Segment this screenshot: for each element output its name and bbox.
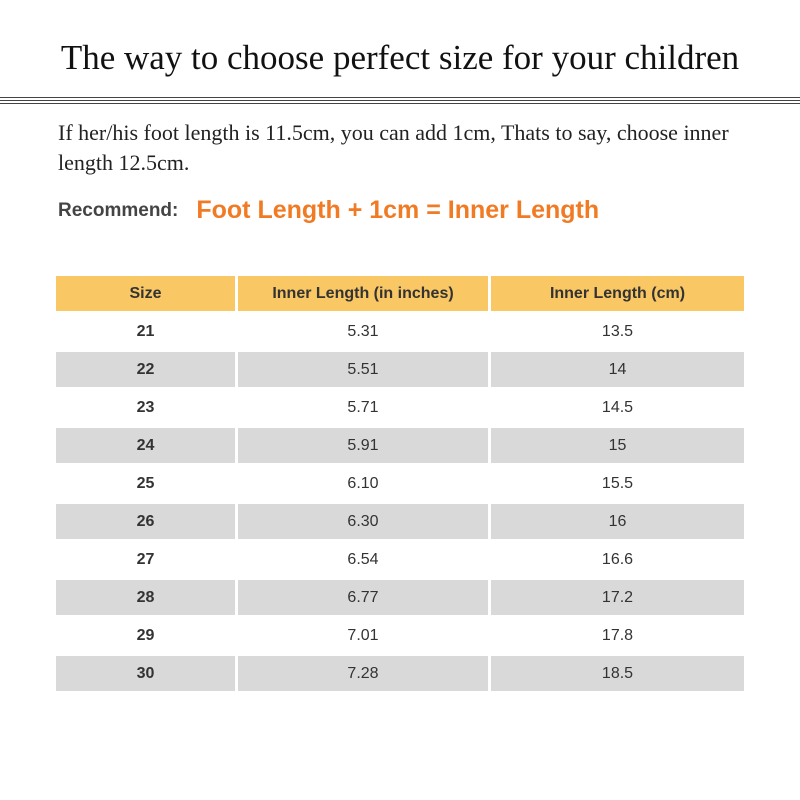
inches-cell: 5.31 bbox=[347, 323, 379, 340]
sizing-note: If her/his foot length is 11.5cm, you can add 1cm, Thats to say, choose inner length 12.5cm. bbox=[58, 120, 729, 175]
size-cell: 26 bbox=[56, 504, 235, 539]
cm-cell: 16 bbox=[491, 504, 744, 539]
inches-cell: 5.51 bbox=[238, 352, 488, 387]
table-row bbox=[56, 542, 744, 580]
recommend-label: Recommend: bbox=[58, 199, 179, 221]
header-inner-length-inches: Inner Length (in inches) bbox=[238, 276, 488, 311]
cm-cell: 15.5 bbox=[601, 475, 634, 492]
cm-cell: 14 bbox=[491, 352, 744, 387]
recommend-formula: Foot Length + 1cm = Inner Length bbox=[196, 196, 600, 224]
table-row bbox=[56, 466, 744, 504]
cm-cell: 17.8 bbox=[601, 627, 634, 644]
inches-cell: 6.77 bbox=[238, 580, 488, 615]
cm-cell: 16.6 bbox=[601, 551, 634, 568]
size-cell: 21 bbox=[136, 323, 155, 340]
inches-cell: 7.01 bbox=[347, 627, 379, 644]
table-row bbox=[56, 314, 744, 352]
page-title: The way to choose perfect size for your children bbox=[60, 38, 740, 77]
inches-cell: 5.91 bbox=[238, 428, 488, 463]
table-row bbox=[56, 504, 744, 542]
size-table bbox=[56, 276, 744, 694]
inches-cell: 7.28 bbox=[238, 656, 488, 691]
size-cell: 28 bbox=[56, 580, 235, 615]
table-row bbox=[56, 428, 744, 466]
size-cell: 29 bbox=[136, 627, 155, 644]
cm-cell: 13.5 bbox=[601, 323, 634, 340]
inches-cell: 6.10 bbox=[347, 475, 379, 492]
table-row bbox=[56, 656, 744, 694]
size-cell: 30 bbox=[56, 656, 235, 691]
cm-cell: 17.2 bbox=[491, 580, 744, 615]
inches-cell: 5.71 bbox=[347, 399, 379, 416]
size-cell: 27 bbox=[136, 551, 155, 568]
table-header-row bbox=[56, 276, 744, 314]
cm-cell: 18.5 bbox=[491, 656, 744, 691]
table-row bbox=[56, 580, 744, 618]
size-cell: 25 bbox=[136, 475, 155, 492]
header-size: Size bbox=[56, 276, 235, 311]
table-row bbox=[56, 352, 744, 390]
table-row bbox=[56, 618, 744, 656]
inches-cell: 6.54 bbox=[347, 551, 379, 568]
divider-line bbox=[0, 97, 800, 98]
cm-cell: 14.5 bbox=[601, 399, 634, 416]
header-inner-length-cm: Inner Length (cm) bbox=[491, 276, 744, 311]
recommendation bbox=[58, 196, 599, 225]
divider-line bbox=[0, 100, 800, 101]
divider-line bbox=[0, 103, 800, 104]
size-cell: 23 bbox=[136, 399, 155, 416]
size-cell: 24 bbox=[56, 428, 235, 463]
inches-cell: 6.30 bbox=[238, 504, 488, 539]
table-row bbox=[56, 390, 744, 428]
cm-cell: 15 bbox=[491, 428, 744, 463]
size-cell: 22 bbox=[56, 352, 235, 387]
